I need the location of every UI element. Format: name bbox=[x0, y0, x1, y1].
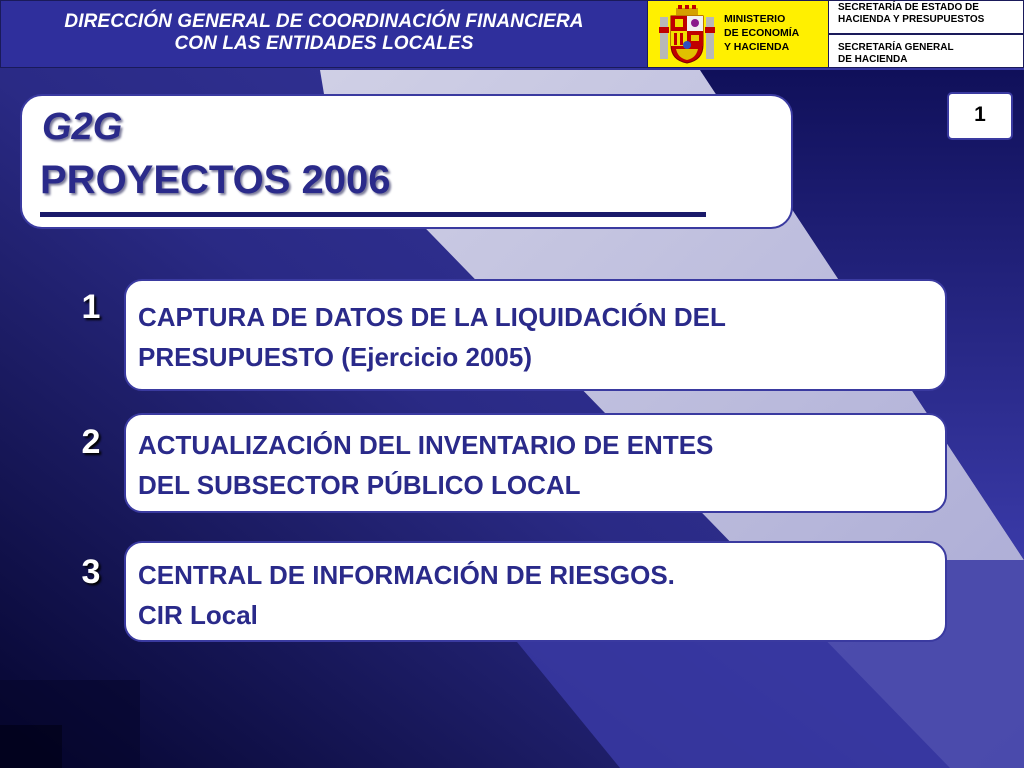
item-3-line-2: CIR Local bbox=[138, 600, 258, 630]
item-3-line-1: CENTRAL DE INFORMACIÓN DE RIESGOS. bbox=[138, 560, 675, 590]
item-box-3 bbox=[124, 541, 947, 642]
coat-of-arms-icon bbox=[656, 5, 718, 65]
item-1-line-1: CAPTURA DE DATOS DE LA LIQUIDACIÓN DEL bbox=[138, 302, 726, 332]
title-g2g: G2G bbox=[42, 106, 123, 148]
item-1-line-2: PRESUPUESTO (Ejercicio 2005) bbox=[138, 342, 533, 372]
item-2-line-2: DEL SUBSECTOR PÚBLICO LOCAL bbox=[138, 470, 581, 500]
item-number-1: 1 bbox=[81, 288, 101, 326]
title-underline bbox=[40, 212, 706, 217]
item-2-line-1: ACTUALIZACIÓN DEL INVENTARIO DE ENTES bbox=[138, 430, 714, 460]
secretary-divider bbox=[829, 33, 1023, 35]
item-number-3: 3 bbox=[81, 553, 101, 591]
general-secretary bbox=[838, 42, 954, 66]
page-title: PROYECTOS 2006 bbox=[40, 158, 391, 202]
header-title-line-1: DIRECCIÓN GENERAL DE COORDINACIÓN FINANCIERA bbox=[64, 11, 584, 32]
secretary-2-line-1: SECRETARÍA GENERAL bbox=[838, 42, 954, 53]
secretary-1-line-1: SECRETARÍA DE ESTADO DE bbox=[838, 2, 979, 13]
secretary-2-line-2: DE HACIENDA bbox=[838, 54, 908, 65]
page-number-badge: 1 bbox=[947, 92, 1013, 140]
header bbox=[0, 0, 1024, 70]
item-box-2 bbox=[124, 413, 947, 513]
ministry-line-3: Y HACIENDA bbox=[724, 41, 790, 53]
ministry-block bbox=[648, 0, 828, 68]
header-title-line-2: CON LAS ENTIDADES LOCALES bbox=[174, 33, 474, 54]
header-title bbox=[0, 0, 648, 68]
secretary-of-state bbox=[838, 2, 984, 26]
ministry-line-1: MINISTERIO bbox=[724, 13, 786, 25]
title-box bbox=[20, 94, 793, 229]
secretary-1-line-2: HACIENDA Y PRESUPUESTOS bbox=[838, 14, 985, 25]
item-box-1 bbox=[124, 279, 947, 391]
item-number-2: 2 bbox=[81, 423, 101, 461]
ministry-name bbox=[724, 12, 799, 54]
secretaries-block bbox=[828, 0, 1024, 68]
ministry-line-2: DE ECONOMÍA bbox=[724, 27, 800, 39]
